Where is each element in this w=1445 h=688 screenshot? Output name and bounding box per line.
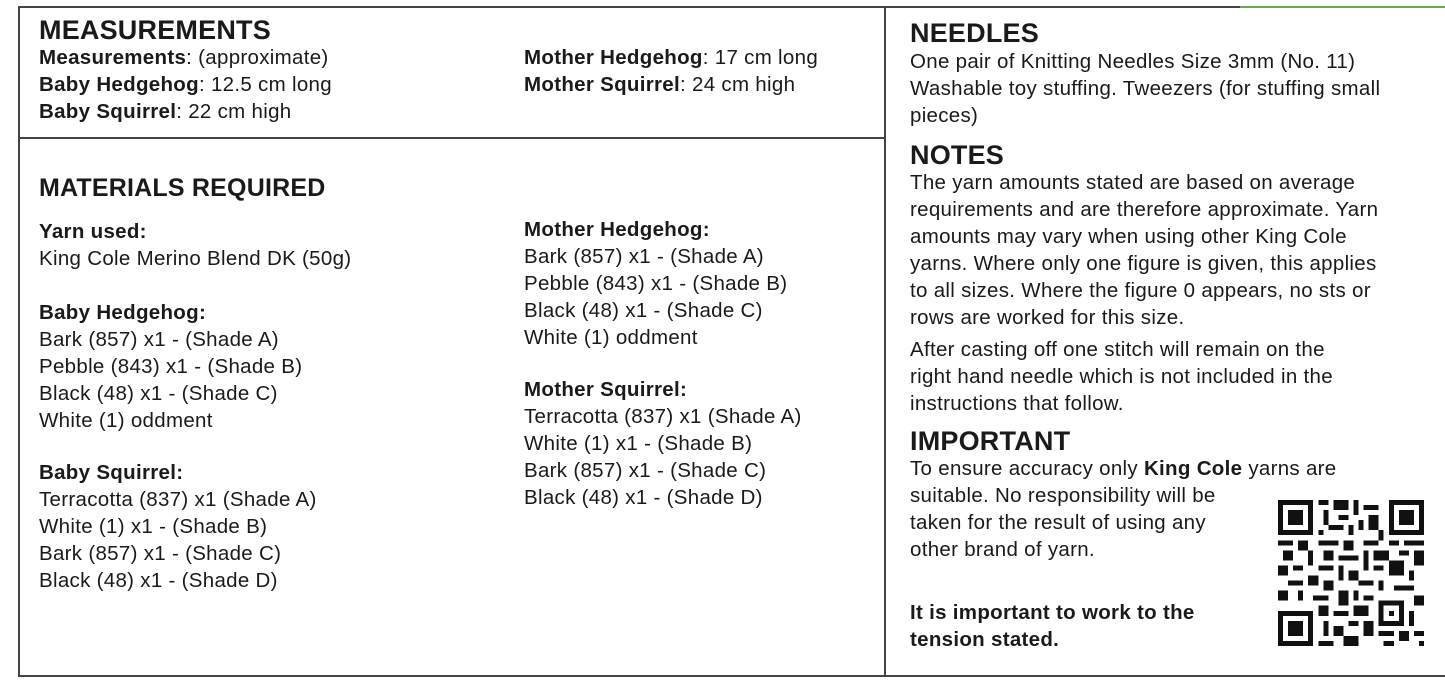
- yarn-used-block: [39, 218, 351, 272]
- list-item: Bark (857) x1 - (Shade C): [524, 459, 767, 482]
- mother-hedgehog-title: Mother Hedgehog:: [524, 218, 710, 241]
- notes-line: instructions that follow.: [910, 392, 1124, 415]
- list-item: White (1) oddment: [39, 409, 213, 432]
- yarn-used-value: King Cole Merino Blend DK (50g): [39, 247, 352, 270]
- notes-line: amounts may vary when using other King Cole: [910, 225, 1347, 248]
- list-item: Black (48) x1 - (Shade C): [524, 299, 763, 322]
- important-line-1: To ensure accuracy only King Cole yarns are: [910, 457, 1337, 480]
- needles-heading: NEEDLES: [910, 18, 1039, 48]
- important-heading: IMPORTANT: [910, 426, 1071, 456]
- list-item: Bark (857) x1 - (Shade A): [39, 328, 279, 351]
- important-line: suitable. No responsibility will be: [910, 484, 1216, 507]
- list-item: White (1) oddment: [524, 326, 698, 349]
- list-item: Bark (857) x1 - (Shade C): [39, 542, 282, 565]
- measurements-heading: MEASUREMENTS: [39, 15, 271, 45]
- notes-line: The yarn amounts stated are based on average: [910, 171, 1356, 194]
- needles-line: Washable toy stuffing. Tweezers (for stuffing small: [910, 77, 1381, 100]
- notes-paragraph-2: [910, 336, 1333, 417]
- important-line: other brand of yarn.: [910, 538, 1095, 561]
- list-item: Pebble (843) x1 - (Shade B): [524, 272, 788, 295]
- measurements-right: [524, 44, 818, 98]
- qr-code-icon[interactable]: [1278, 500, 1424, 646]
- list-item: Black (48) x1 - (Shade D): [524, 486, 763, 509]
- notes-line: requirements and are therefore approximate. Yarn: [910, 198, 1379, 221]
- measurement-baby-hedgehog: Baby Hedgehog: 12.5 cm long: [39, 73, 332, 96]
- notes-line: After casting off one stitch will remain on the: [910, 338, 1325, 361]
- baby-squirrel-block: [39, 459, 317, 594]
- measurements-left: [39, 44, 332, 125]
- needles-line: pieces): [910, 104, 979, 127]
- notes-line: right hand needle which is not included in the: [910, 365, 1333, 388]
- mother-squirrel-title: Mother Squirrel:: [524, 378, 688, 401]
- section-divider: [18, 137, 885, 139]
- baby-squirrel-title: Baby Squirrel:: [39, 461, 184, 484]
- yarn-used-label: Yarn used:: [39, 220, 147, 243]
- baby-hedgehog-title: Baby Hedgehog:: [39, 301, 207, 324]
- notes-line: rows are worked for this size.: [910, 306, 1185, 329]
- notes-heading: NOTES: [910, 140, 1005, 170]
- measurement-mother-hedgehog: Mother Hedgehog: 17 cm long: [524, 46, 819, 69]
- needles-text: [910, 48, 1380, 129]
- list-item: Terracotta (837) x1 (Shade A): [39, 488, 317, 511]
- notes-line: yarns. Where only one figure is given, this applies: [910, 252, 1377, 275]
- list-item: Black (48) x1 - (Shade D): [39, 569, 278, 592]
- list-item: Black (48) x1 - (Shade C): [39, 382, 278, 405]
- materials-heading: MATERIALS REQUIRED: [39, 174, 326, 202]
- list-item: Bark (857) x1 - (Shade A): [524, 245, 764, 268]
- notes-paragraph-1: [910, 169, 1378, 331]
- mother-hedgehog-block: [524, 216, 787, 351]
- list-item: White (1) x1 - (Shade B): [524, 432, 753, 455]
- needles-line: One pair of Knitting Needles Size 3mm (No. 11): [910, 50, 1356, 73]
- list-item: Terracotta (837) x1 (Shade A): [524, 405, 802, 428]
- column-divider: [884, 6, 886, 677]
- important-text: [910, 455, 1336, 563]
- list-item: Pebble (843) x1 - (Shade B): [39, 355, 303, 378]
- baby-hedgehog-block: [39, 299, 302, 434]
- measurements-approx: Measurements: (approximate): [39, 46, 329, 69]
- green-edge-line: [1240, 6, 1445, 8]
- list-item: White (1) x1 - (Shade B): [39, 515, 268, 538]
- measurement-mother-squirrel: Mother Squirrel: 24 cm high: [524, 73, 796, 96]
- important-line: taken for the result of using any: [910, 511, 1206, 534]
- measurement-baby-squirrel: Baby Squirrel: 22 cm high: [39, 100, 292, 123]
- tension-notice: It is important to work to the tension stated.: [910, 601, 1195, 651]
- mother-squirrel-block: [524, 376, 802, 511]
- notes-line: to all sizes. Where the figure 0 appears, no sts or: [910, 279, 1371, 302]
